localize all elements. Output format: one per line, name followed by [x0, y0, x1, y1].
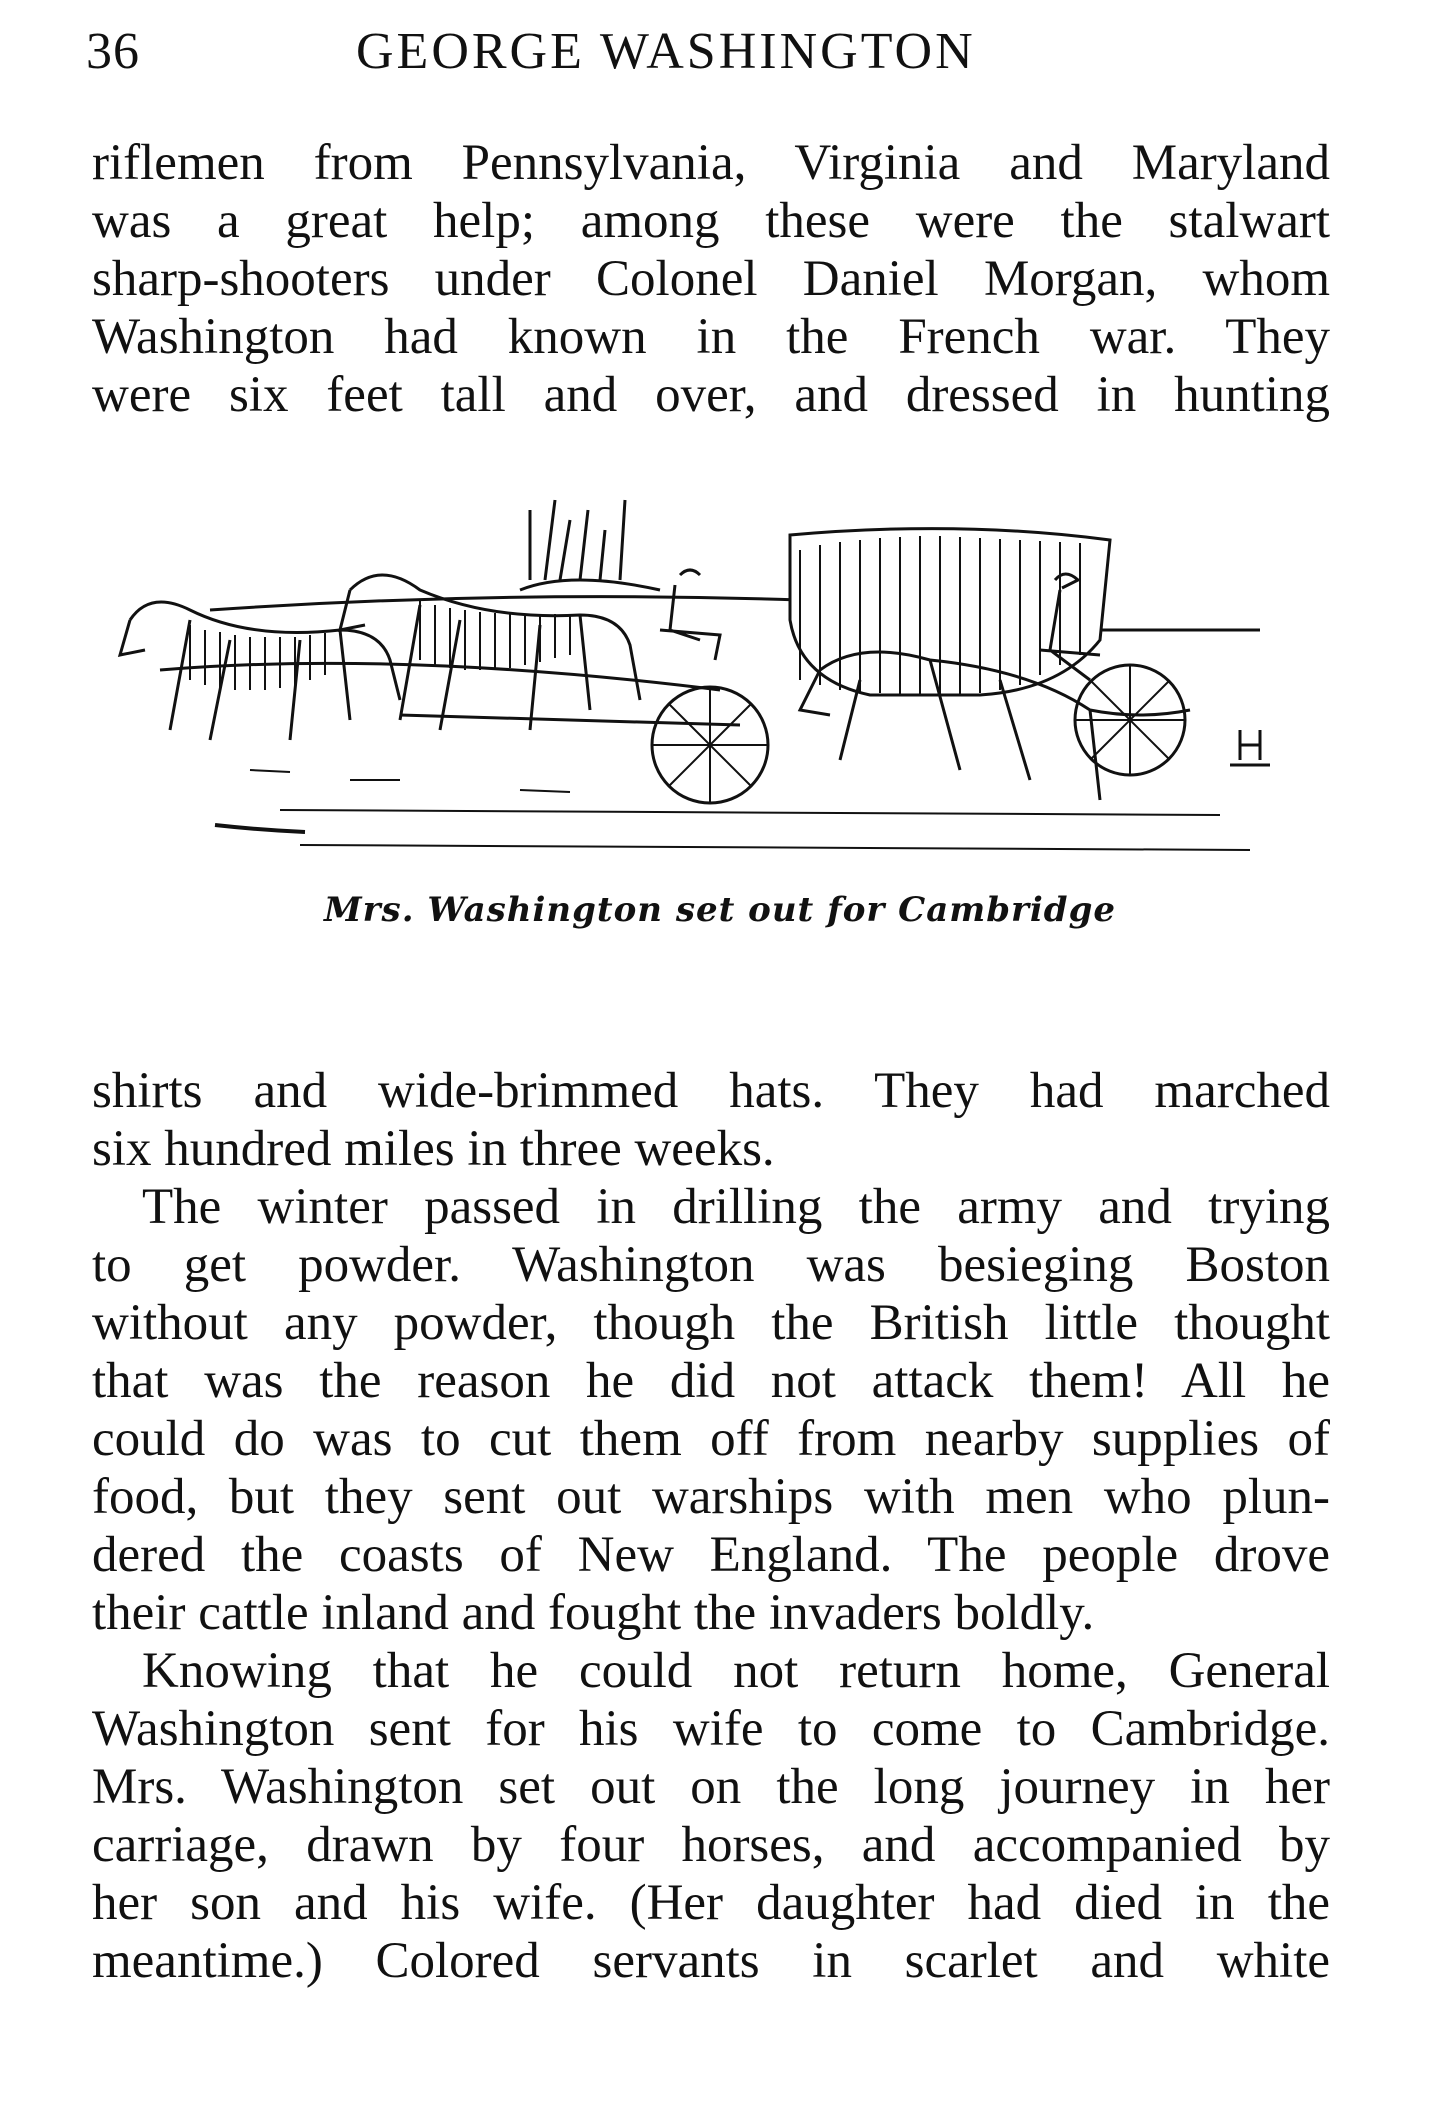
book-title: GEORGE WASHINGTON: [356, 23, 976, 80]
text-line: The winter passed in drilling the army and trying: [142, 1179, 1330, 1235]
text-line: without any powder, though the British little thought: [92, 1295, 1330, 1351]
text-line: could do was to cut them off from nearby supplies of: [92, 1411, 1330, 1467]
text-line: to get powder. Washington was besieging Boston: [92, 1237, 1330, 1293]
running-head: [86, 22, 1336, 92]
text-line: Washington had known in the French war. They: [92, 309, 1330, 365]
text-line: was a great help; among these were the stalwart: [92, 193, 1330, 249]
bottom-text: [92, 1062, 1330, 1990]
top-paragraph: [92, 134, 1330, 424]
text-line: Mrs. Washington set out on the long journey in her: [92, 1759, 1330, 1815]
text-line: food, but they sent out warships with men who plun-: [92, 1469, 1330, 1525]
text-line: Washington sent for his wife to come to Cambridge.: [92, 1701, 1330, 1757]
text-line: riflemen from Pennsylvania, Virginia and Maryland: [92, 135, 1330, 191]
illustration-caption: Mrs. Washington set out for Cambridge: [324, 890, 1116, 930]
text-line: her son and his wife. (Her daughter had died in the: [92, 1875, 1330, 1931]
paragraph: [92, 1178, 1330, 1642]
text-line: six hundred miles in three weeks.: [92, 1121, 775, 1177]
text-line: dered the coasts of New England. The people drove: [92, 1527, 1330, 1583]
text-line: meantime.) Colored servants in scarlet and white: [92, 1933, 1330, 1989]
text-line: sharp-shooters under Colonel Daniel Morgan, whom: [92, 251, 1330, 307]
text-line: Knowing that he could not return home, General: [142, 1643, 1330, 1699]
text-line: were six feet tall and over, and dressed in hunting: [92, 367, 1330, 423]
text-line: carriage, drawn by four horses, and accompanied by: [92, 1817, 1330, 1873]
carriage-illustration: [100, 480, 1340, 930]
text-line: that was the reason he did not attack them! All he: [92, 1353, 1330, 1409]
carriage-drawing: [100, 480, 1340, 880]
page-number: 36: [86, 23, 140, 80]
text-line: their cattle inland and fought the invaders boldly.: [92, 1585, 1095, 1641]
text-line: shirts and wide-brimmed hats. They had marched: [92, 1063, 1330, 1119]
paragraph: [92, 1062, 1330, 1178]
paragraph: [92, 1642, 1330, 1990]
